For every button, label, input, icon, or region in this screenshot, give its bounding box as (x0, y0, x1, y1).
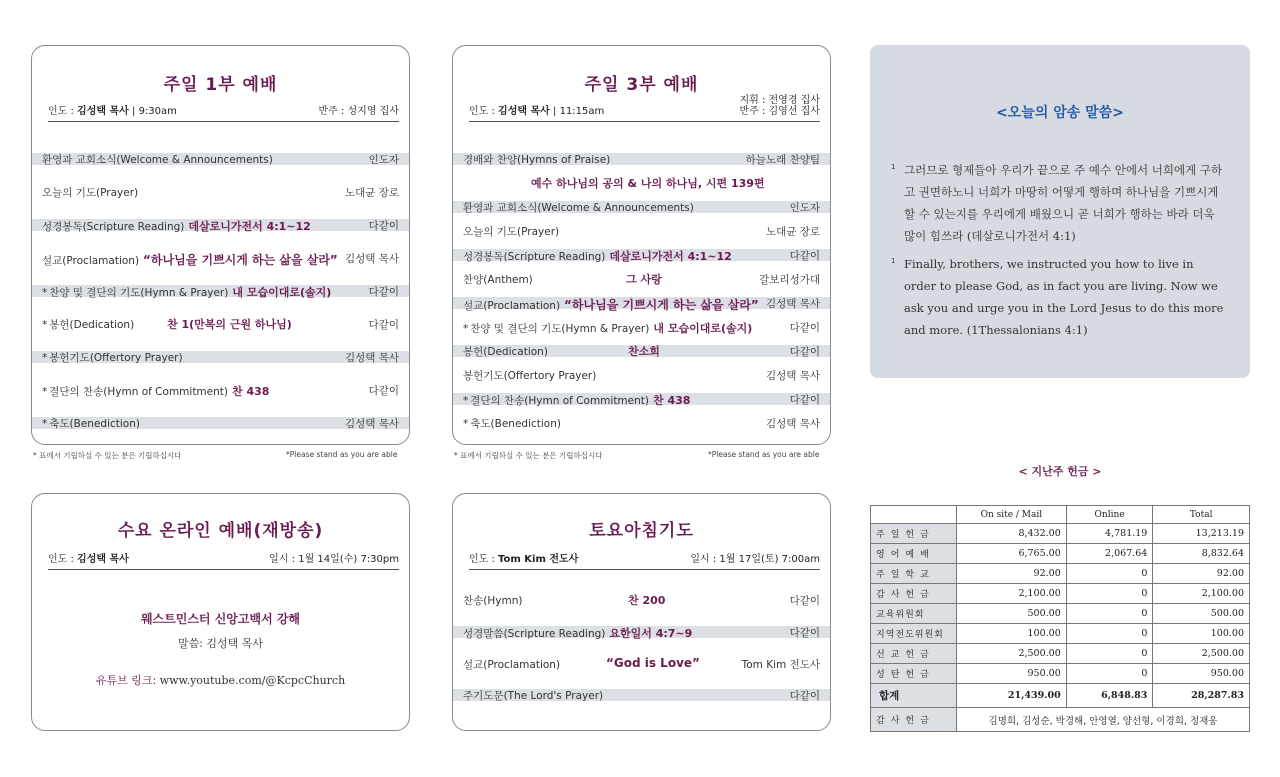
offering-col-total: Total (1153, 506, 1250, 524)
memory-verse-korean: 그러므로 형제들아 우리가 끝으로 주 예수 안에서 너희에게 구하고 권면하노니 너희가 마땅히 어떻게 행하며 하나님을 기쁘시게 할 수 있는지를 우리에게 배웠으니 곧 너희가 행하는 바라 더욱 많이 힘쓰라 (데살로니가전서 4:1) (904, 163, 1223, 243)
service3-row-offertory: 봉헌기도(Offertory Prayer) 김성택 목사 (463, 370, 820, 382)
offering-col-onsite: On site / Mail (957, 506, 1067, 524)
service1-row-benediction: * 축도(Benediction) 김성택 목사 (32, 417, 409, 429)
service3-row-anthem: 찬양(Anthem) 그 사랑 갈보리성가대 (463, 273, 820, 286)
service3-row-commitment: * 결단의 찬송(Hymn of Commitment) 찬 438 다같이 (453, 393, 830, 405)
saturday-card (452, 493, 831, 731)
offering-row: 성탄헌금 950.00 0 950.00 (871, 664, 1250, 684)
service1-note-english: *Please stand as you are able (286, 450, 398, 459)
service1-row-scripture: 성경봉독(Scripture Reading) 데살로니가전서 4:1~12 다같이 (32, 219, 409, 231)
service3-row-benediction: * 축도(Benediction) 김성택 목사 (463, 418, 820, 430)
saturday-leader: Tom Kim 전도사 (498, 554, 579, 565)
verse-number-english: 1 (891, 257, 896, 265)
service3-row-prayer: 오늘의 기도(Prayer) 노대균 장로 (463, 226, 820, 238)
offering-table (870, 505, 1250, 732)
wednesday-speaker: 말씀: 김성택 목사 (177, 637, 264, 650)
verse-number-korean: 1 (891, 163, 896, 171)
wednesday-subject: 웨스트민스터 신앙고백서 강해 (140, 612, 301, 626)
saturday-row-scripture: 성경말씀(Scripture Reading) 요한일서 4:7~9 다같이 (453, 626, 830, 638)
service1-row-prayer: 오늘의 기도(Prayer) 노대균 장로 (42, 187, 399, 199)
service3-leader: 김성택 목사 (498, 106, 550, 117)
saturday-date: 일시 : 1월 17일(토) 7:00am (690, 554, 820, 565)
service3-row-dedication: 봉헌(Dedication) 찬소희 다같이 (453, 345, 830, 357)
wednesday-date: 일시 : 1월 14일(수) 7:30pm (269, 554, 399, 565)
service3-row-scripture: 성경봉독(Scripture Reading) 데살로니가전서 4:1~12 다같이 (453, 249, 830, 261)
service1-row-offertory: * 봉헌기도(Offertory Prayer) 김성택 목사 (32, 351, 409, 363)
saturday-row-sermon: 설교(Proclamation) “God is Love” Tom Kim 전도사 (463, 656, 820, 671)
offering-title: < 지난주 헌금 > (1018, 465, 1102, 478)
youtube-link[interactable]: www.youtube.com/@KcpcChurch (159, 674, 346, 687)
offering-row: 교육위원회 500.00 0 500.00 (871, 604, 1250, 624)
service1-row-dedication: * 봉헌(Dedication) 찬 1(만복의 근원 하나님) 다같이 (42, 318, 399, 331)
service3-row-welcome: 환영과 교회소식(Welcome & Announcements) 인도자 (453, 201, 830, 213)
memory-verse-box (870, 45, 1250, 378)
service3-time: 11:15am (559, 106, 605, 117)
memory-verse-title: <오늘의 암송 말씀> (996, 105, 1124, 121)
service3-row-sermon: 설교(Proclamation) “하나님을 기쁘시게 하는 삶을 살라” 김성택 목사 (453, 297, 830, 309)
service3-note-english: *Please stand as you are able (708, 450, 820, 459)
saturday-row-lords-prayer: 주기도문(The Lord's Prayer) 다같이 (453, 689, 830, 701)
donor-names: 김명희, 김성순, 박경해, 안영열, 양선형, 이경희, 정재웅 (957, 708, 1250, 732)
wednesday-leader: 김성택 목사 (77, 554, 129, 565)
service1-info: 인도 : 김성택 목사 | 9:30am 반주 : 성지영 집사 (48, 100, 399, 122)
offering-row: 주일학교 92.00 0 92.00 (871, 564, 1250, 584)
service1-row-sermon: 설교(Proclamation) “하나님을 기쁘시게 하는 삶을 살라” 김성택 목사 (42, 253, 399, 267)
offering-donors-row: 감사헌금 김명희, 김성순, 박경해, 안영열, 양선형, 이경희, 정재웅 (871, 708, 1250, 732)
service1-card (31, 45, 410, 445)
offering-row: 영어예배 6,765.00 2,067.64 8,832.64 (871, 544, 1250, 564)
service3-title: 주일 3부 예배 (584, 75, 699, 95)
service3-accompanist: 반주 : 김영선 집사 (739, 106, 820, 117)
offering-row: 지역전도위원회 100.00 0 100.00 (871, 624, 1250, 644)
offering-col-online: Online (1066, 506, 1153, 524)
wednesday-youtube: 유튜브 링크: www.youtube.com/@KcpcChurch (95, 674, 346, 687)
wednesday-card (31, 493, 410, 731)
service1-accompanist: 반주 : 성지영 집사 (318, 106, 399, 117)
offering-total-row: 합계 21,439.00 6,848.83 28,287.83 (871, 684, 1250, 708)
offering-row: 주일헌금 8,432.00 4,781.19 13,213.19 (871, 524, 1250, 544)
offering-row: 선교헌금 2,500.00 0 2,500.00 (871, 644, 1250, 664)
service3-note-korean: * 표에서 기립하실 수 있는 분은 기립하십시다 (454, 451, 603, 460)
service1-row-hymn-prayer: * 찬양 및 결단의 기도(Hymn & Prayer) 내 모습이대로(솔지) 다같이 (32, 285, 409, 297)
service1-row-welcome: 환영과 교회소식(Welcome & Announcements) 인도자 (32, 153, 409, 165)
service1-note-korean: * 표에서 기립하실 수 있는 분은 기립하십시다 (33, 451, 182, 460)
memory-verse-english: Finally, brothers, we instructed you how to live in order to please God, as in fact you are living. Now we ask you and urge you in the Lord Jesus to do this more and more. (1Thessalonians 4:1) (904, 257, 1224, 337)
service3-info: 인도 : 김성택 목사 | 11:15am 지휘 : 전영경 집사 반주 : 김영선 집사 (469, 96, 820, 122)
offering-header-row (871, 506, 1250, 524)
service1-time: 9:30am (138, 106, 177, 117)
service3-row-hymn-prayer: * 찬양 및 결단의 기도(Hymn & Prayer) 내 모습이대로(솔지) 다같이 (463, 322, 820, 335)
service1-leader: 김성택 목사 (77, 106, 129, 117)
service3-card (452, 45, 831, 445)
saturday-info: 인도 : Tom Kim 전도사 일시 : 1월 17일(토) 7:00am (469, 544, 820, 570)
service3-conductor: 지휘 : 전영경 집사 (739, 95, 820, 106)
service3-row-praise-songs: 예수 하나님의 공의 & 나의 하나님, 시편 139편 (531, 177, 765, 190)
service1-title: 주일 1부 예배 (163, 75, 278, 95)
saturday-row-hymn: 찬송(Hymn) 찬 200 다같이 (463, 594, 820, 607)
wednesday-title: 수요 온라인 예배(재방송) (117, 521, 324, 541)
saturday-title: 토요아침기도 (589, 521, 694, 541)
wednesday-info: 인도 : 김성택 목사 일시 : 1월 14일(수) 7:30pm (48, 544, 399, 570)
service1-row-commitment: * 결단의 찬송(Hymn of Commitment) 찬 438 다같이 (42, 385, 399, 398)
offering-row: 감사헌금 2,100.00 0 2,100.00 (871, 584, 1250, 604)
service3-row-praise: 경배와 찬양(Hymns of Praise) 하늘노래 찬양팀 (453, 153, 830, 165)
